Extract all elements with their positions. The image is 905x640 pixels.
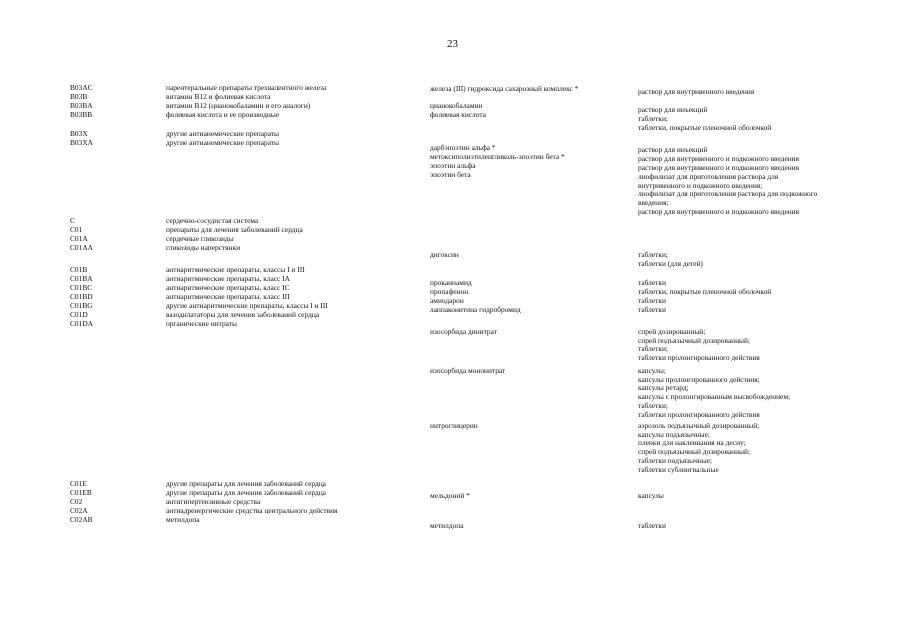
drug-name: цианокобаламин (430, 101, 483, 110)
pharmacological-group: антигипертензивные средства (166, 497, 261, 506)
drug-name: изосорбида динитрат (430, 327, 497, 336)
pharmacological-group: препараты для лечения заболеваний сердца (166, 225, 303, 234)
drug-name: эпоэтин бета (430, 170, 471, 179)
pharmacological-group: гликозиды наперстянки (166, 243, 241, 252)
atc-code: B03BB (70, 110, 93, 119)
drug-name: амиодарон (430, 296, 464, 305)
dosage-form: капсулы (638, 491, 664, 500)
drug-name: лаппаконитина гидробромид (430, 305, 521, 314)
dosage-form: капсулы пролонгированного действия; (638, 374, 760, 384)
dosage-form: спрей подъязычный дозированный; (638, 335, 751, 345)
dosage-form: таблетки, покрытые пленочной оболочкой (638, 287, 772, 296)
atc-code: C01D (70, 310, 88, 319)
dosage-form: таблетки; (638, 250, 668, 259)
dosage-form: таблетки; (638, 114, 668, 123)
pharmacological-group: другие антианемические препараты (166, 138, 280, 147)
dosage-form: таблетки (638, 278, 666, 287)
dosage-form: пленки для наклеивания на десну; (638, 438, 746, 448)
atc-code: B03XA (70, 138, 93, 147)
atc-code: C02A (70, 506, 88, 515)
dosage-form: лиофилизат для приготовления раствора для подкожного (638, 189, 818, 199)
atc-code: C01EB (70, 488, 92, 497)
dosage-form: таблетки пролонгированного действия (638, 409, 760, 419)
drug-name: мельдоний * (430, 491, 470, 500)
atc-code: C02AB (70, 515, 93, 524)
drug-name: фолиевая кислота (430, 110, 486, 119)
dosage-form: таблетки; (638, 344, 668, 354)
drug-name: дигоксин (430, 250, 459, 259)
pharmacological-group: органические нитраты (166, 319, 237, 328)
atc-code: B03B (70, 92, 88, 101)
atc-code: B03BA (70, 101, 93, 110)
pharmacological-group: другие препараты для лечения заболеваний сердца (166, 488, 326, 497)
pharmacological-group: антиаритмические препараты, класс IA (166, 274, 290, 283)
dosage-form: внутривенного и подкожного введения; (638, 180, 763, 190)
dosage-form: раствор для инъекций (638, 105, 708, 114)
pharmacological-group: антиадренергические средства центрального действия (166, 506, 338, 515)
dosage-form: раствор для внутривенного введения (638, 87, 755, 96)
pharmacological-group: антиаритмические препараты, класс IC (166, 283, 290, 292)
dosage-form: раствор для инъекций (638, 145, 708, 154)
atc-code: C01BD (70, 292, 93, 301)
atc-code: B03X (70, 129, 88, 138)
dosage-form: спрей подъязычный дозированный; (638, 447, 751, 457)
atc-code: B03AC (70, 83, 93, 92)
pharmacological-group: антиаритмические препараты, классы I и III (166, 265, 305, 274)
atc-code: C01 (70, 225, 83, 234)
dosage-form: таблетки, покрытые пленочной оболочкой (638, 122, 772, 132)
atc-code: C01BA (70, 274, 93, 283)
atc-code: C01DA (70, 319, 93, 328)
drug-name: прокаинамид (430, 278, 472, 287)
drug-name: метоксиполиэтиленгликоль-эпоэтин бета * (430, 152, 565, 161)
pharmacological-group: другие антианемические препараты (166, 129, 280, 138)
pharmacological-group: парентеральные препараты трехвалентного железа (166, 83, 327, 92)
dosage-form: таблетки (638, 296, 666, 305)
dosage-form: таблетки; (638, 400, 668, 410)
dosage-form: раствор для внутривенного и подкожного введения (638, 154, 800, 163)
atc-code: C01E (70, 479, 87, 488)
atc-code: C01AA (70, 243, 93, 252)
dosage-form: таблетки подъязычные; (638, 455, 713, 465)
drug-name: дарбэпоэтин альфа * (430, 143, 496, 152)
dosage-form: таблетки (638, 521, 666, 530)
pharmacological-group: вазодилататоры для лечения заболеваний сердца (166, 310, 320, 319)
atc-code: C01B (70, 265, 88, 274)
atc-code: C01A (70, 234, 88, 243)
pharmacological-group: метилдопа (166, 515, 200, 524)
pharmacological-group: антиаритмические препараты, класс III (166, 292, 290, 301)
drug-name: нитроглицерин (430, 421, 478, 430)
pharmacological-group: витамин B12 и фолиевая кислота (166, 92, 271, 101)
pharmacological-group: сердечные гликозиды (166, 234, 234, 243)
page-number: 23 (447, 38, 458, 50)
atc-code: C02 (70, 497, 83, 506)
pharmacological-group: другие препараты для лечения заболеваний сердца (166, 479, 326, 488)
dosage-form: таблетки (для детей) (638, 258, 703, 268)
dosage-form: таблетки сублингвальные (638, 464, 719, 474)
dosage-form: капсулы; (638, 366, 666, 375)
dosage-form: лиофилизат для приготовления раствора для (638, 172, 779, 181)
atc-code: C01BC (70, 283, 93, 292)
dosage-form: таблетки (638, 305, 666, 314)
dosage-form: таблетки пролонгированного действия (638, 353, 760, 363)
dosage-form: раствор для внутривенного и подкожного введения (638, 163, 800, 172)
dosage-form: капсулы подъязычные; (638, 429, 710, 439)
dosage-form: аэрозоль подъязычный дозированный; (638, 421, 760, 430)
atc-code: C01BG (70, 301, 93, 310)
pharmacological-group: сердечно-сосудистая система (166, 216, 259, 225)
pharmacological-group: другие антиаритмические препараты, классы I и III (166, 301, 328, 310)
drug-name: железа (III) гидроксида сахарозный комплекс * (430, 84, 579, 93)
dosage-form: капсулы с пролонгированным высвобождением; (638, 392, 791, 402)
drug-name: изосорбида мононитрат (430, 366, 506, 375)
drug-name: пропафенон (430, 287, 469, 296)
drug-name: метилдопа (430, 521, 464, 530)
dosage-form: введения; (638, 198, 669, 208)
dosage-form: капсулы ретард; (638, 383, 689, 393)
drug-name: эпоэтин альфа (430, 161, 476, 170)
dosage-form: раствор для внутривенного и подкожного введения (638, 206, 800, 216)
dosage-form: спрей дозированный; (638, 327, 706, 336)
atc-code: C (70, 216, 75, 225)
pharmacological-group: витамин B12 (цианокобаламин и его аналоги) (166, 101, 311, 110)
pharmacological-group: фолиевая кислота и ее производные (166, 110, 280, 119)
